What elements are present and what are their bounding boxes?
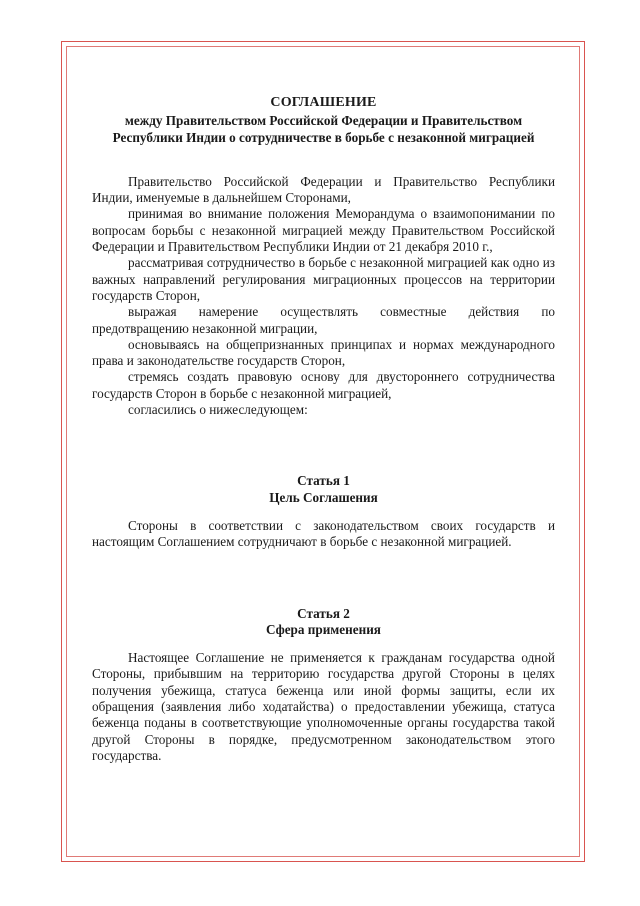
preamble-paragraph: стремясь создать правовую основу для двустороннего сотрудничества государств Сторон в борьбе с незаконной миграцией, bbox=[92, 369, 555, 401]
article-1-number: Статья 1 bbox=[297, 473, 350, 489]
article-1-heading: Цель Соглашения bbox=[269, 489, 378, 505]
article-1-text: Стороны в соответствии с законодательством своих государств и настоящим Соглашением сотрудничают в борьбе с незаконной миграцией. bbox=[92, 517, 555, 550]
article-2-text: Настоящее Соглашение не применяется к гражданам государства одной Стороны, прибывшим на территорию государства другой Стороны в целях получения убежища, статуса беженца или иной формы защиты, если их обращения (заявления либо ходатайства) о предоставлении убежища, статуса беженца поданы в соответствующие уполномоченные органы государства такой другой Стороны в порядке, предусмотренном законодательством этого государства. bbox=[92, 650, 555, 763]
preamble-paragraph: выражая намерение осуществлять совместные действия по предотвращению незаконной миграции, bbox=[92, 304, 555, 336]
document-body bbox=[92, 95, 555, 764]
preamble-paragraph: согласились о нижеследующем: bbox=[128, 402, 308, 418]
document-title: СОГЛАШЕНИЕ bbox=[270, 95, 377, 110]
article-2-heading: Сфера применения bbox=[266, 621, 381, 637]
preamble-paragraph: рассматривая сотрудничество в борьбе с незаконной миграцией как одно из важных направлений регулирования миграционных процессов на территории государств Сторон, bbox=[92, 255, 555, 303]
preamble-paragraph: Правительство Российской Федерации и Правительство Республики Индии, именуемые в дальнейшем Сторонами, bbox=[92, 173, 555, 206]
document-subtitle-line-1: между Правительством Российской Федерации и Правительством bbox=[124, 113, 523, 129]
article-2-number: Статья 2 bbox=[297, 605, 350, 621]
preamble-paragraph: принимая во внимание положения Меморандума о взаимопонимании по вопросам борьбы с незаконной миграцией между Правительством Российской Федерации и Правительством Республики Индии от 21 декабря 2010 г., bbox=[92, 206, 555, 255]
document-subtitle-line-2: Республики Индии о сотрудничестве в борьбе с незаконной миграцией bbox=[112, 129, 535, 145]
preamble-paragraph: основываясь на общепризнанных принципах и нормах международного права и законодательстве государств Сторон, bbox=[92, 336, 555, 369]
